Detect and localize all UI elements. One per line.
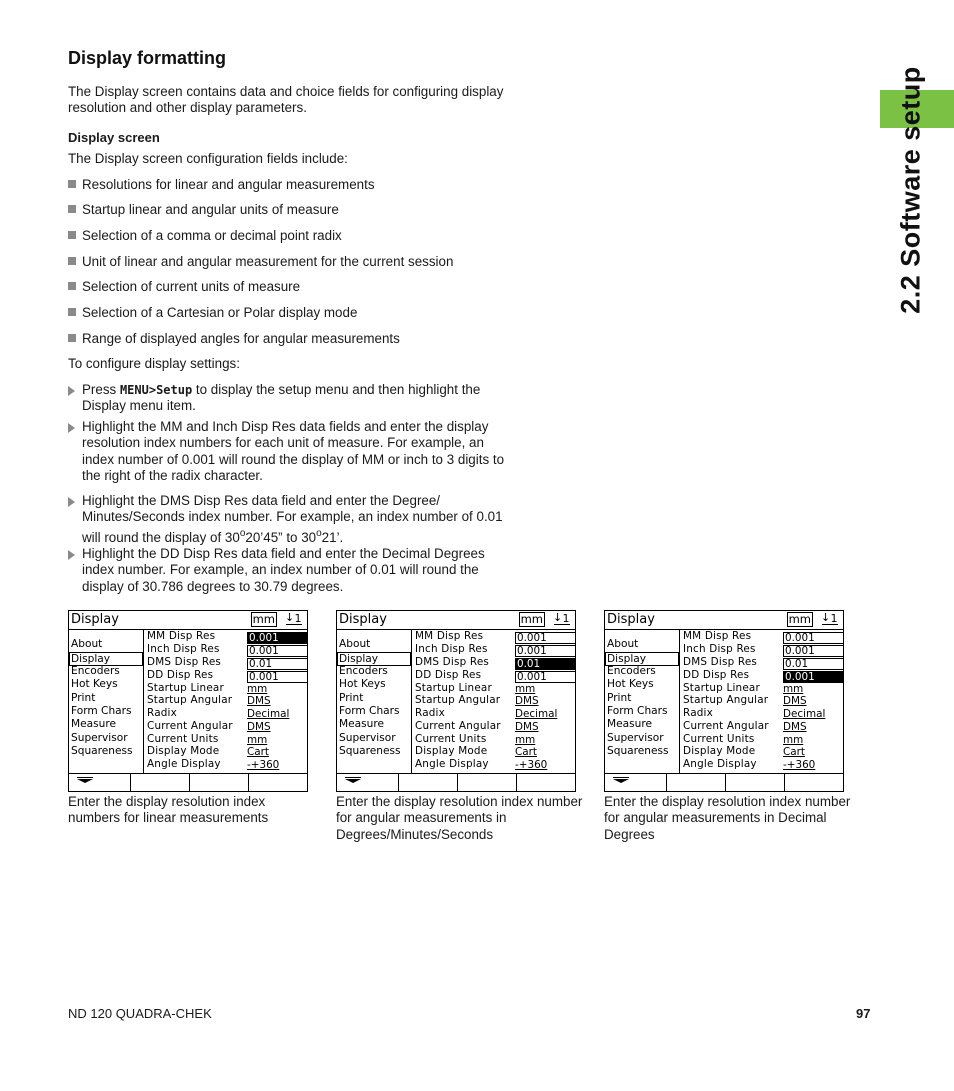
page-number: 97 — [856, 1006, 871, 1021]
menu-item[interactable]: Squareness — [71, 745, 133, 757]
field-label: Radix — [415, 707, 445, 719]
menu-list — [337, 629, 412, 773]
menu-item[interactable]: Squareness — [339, 745, 401, 757]
field-label: Current Units — [147, 733, 219, 745]
softkey[interactable] — [337, 774, 517, 791]
degree-symbol: o — [239, 527, 246, 539]
footer-product: ND 120 QUADRA-CHEK — [68, 1006, 212, 1021]
field-value[interactable]: 0.001 — [515, 645, 576, 657]
bullet-text: Range of displayed angles for angular measurements — [82, 331, 400, 346]
field-value[interactable]: 0.001 — [247, 632, 308, 644]
step-arrow-icon — [68, 423, 75, 433]
sort-number: 1 — [294, 612, 302, 625]
step-4: Highlight the DD Disp Res data field and enter the Decimal Degrees index number. For example, an index number of 0.01 will round the display of 30.786 degrees to 30.79 degrees. — [68, 546, 514, 595]
field-label: Startup Angular — [683, 694, 769, 706]
field-value[interactable]: 0.01 — [783, 658, 844, 670]
step-3: Highlight the DMS Disp Res data field and enter the Degree/ Minutes/Seconds index number. For example, an index number of 0.01 will round the display of 30$^o$20’45” to 30$^o$21’. — [68, 493, 514, 546]
intro-paragraph: The Display screen contains data and choice fields for configuring display resolution and other display parameters. — [68, 84, 504, 116]
underline-bar — [554, 624, 570, 625]
bullet-item — [68, 305, 357, 320]
field-label: Display Mode — [683, 745, 756, 757]
field-value[interactable]: Decimal — [515, 708, 558, 720]
menu-item[interactable]: Hot Keys — [339, 678, 386, 690]
field-value[interactable]: mm — [515, 734, 536, 746]
bullet-square-icon — [68, 308, 76, 316]
bullet-text: Unit of linear and angular measurement for the current session — [82, 254, 454, 269]
menu-item[interactable]: Print — [607, 692, 632, 704]
field-value[interactable]: 0.001 — [783, 632, 844, 644]
field-label: Inch Disp Res — [147, 643, 220, 655]
field-label: Current Units — [415, 733, 487, 745]
softkey[interactable] — [605, 774, 785, 791]
bullet-item — [68, 202, 339, 217]
field-label: Startup Angular — [147, 694, 233, 706]
bullet-text: Startup linear and angular units of measure — [82, 202, 339, 217]
field-label: DD Disp Res — [415, 669, 482, 681]
field-label: Current Angular — [683, 720, 769, 732]
menu-item[interactable]: Hot Keys — [71, 678, 118, 690]
bullet-square-icon — [68, 282, 76, 290]
arrow-down-icon: ↓ — [285, 611, 295, 624]
menu-item[interactable]: Supervisor — [71, 732, 128, 744]
field-value[interactable]: mm — [515, 683, 536, 695]
field-value[interactable]: mm — [247, 734, 268, 746]
sort-icon — [283, 612, 305, 626]
subheading: Display screen — [68, 130, 160, 145]
field-label: Angle Display — [415, 758, 489, 770]
softkey-bar — [69, 773, 307, 791]
softkey[interactable] — [69, 774, 249, 791]
field-label: Inch Disp Res — [683, 643, 756, 655]
sort-icon — [551, 612, 573, 626]
menu-list — [605, 629, 680, 773]
field-label: Startup Angular — [415, 694, 501, 706]
field-label: Display Mode — [415, 745, 488, 757]
field-value[interactable]: mm — [247, 683, 268, 695]
bullet-item — [68, 254, 453, 269]
screen-title: Display — [71, 612, 119, 627]
bullet-item — [68, 279, 300, 294]
menu-item[interactable]: Encoders — [607, 665, 656, 677]
field-value[interactable]: 0.001 — [515, 632, 576, 644]
screen-title-bar — [337, 611, 575, 630]
field-value[interactable]: Decimal — [247, 708, 290, 720]
field-value[interactable]: 0.01 — [247, 658, 308, 670]
key-sequence: MENU>Setup — [119, 383, 193, 397]
bullet-text: Selection of a Cartesian or Polar display mode — [82, 305, 358, 320]
arrow-down-icon: ↓ — [553, 611, 563, 624]
menu-item[interactable]: Supervisor — [339, 732, 396, 744]
menu-item[interactable]: Measure — [71, 718, 117, 730]
field-value[interactable]: Decimal — [783, 708, 826, 720]
screen-title: Display — [339, 612, 387, 627]
config-intro: To configure display settings: — [68, 356, 240, 371]
menu-item[interactable]: Form Chars — [339, 705, 400, 717]
bullet-item — [68, 331, 400, 346]
field-label: Inch Disp Res — [415, 643, 488, 655]
menu-list — [69, 629, 144, 773]
bullet-item — [68, 228, 342, 243]
bullet-text: Resolutions for linear and angular measurements — [82, 177, 375, 192]
field-value[interactable]: 0.01 — [515, 658, 576, 670]
sort-icon — [819, 612, 841, 626]
fields-intro: The Display screen configuration fields include: — [68, 151, 348, 166]
field-value[interactable]: Cart — [515, 746, 537, 758]
field-label: Startup Linear — [415, 682, 492, 694]
menu-item[interactable]: Measure — [607, 718, 653, 730]
bullet-square-icon — [68, 257, 76, 265]
step-arrow-icon — [68, 497, 75, 507]
field-label: Display Mode — [147, 745, 220, 757]
display-screen-dd — [604, 610, 844, 792]
menu-item[interactable]: Display — [69, 652, 143, 666]
field-label: Current Angular — [415, 720, 501, 732]
bullet-square-icon — [68, 180, 76, 188]
step-arrow-icon — [68, 550, 75, 560]
field-value[interactable]: -+360 — [515, 759, 548, 771]
underline-bar — [286, 624, 302, 625]
chapter-title-text: 2.2 Software setup — [895, 66, 926, 314]
bullet-square-icon — [68, 205, 76, 213]
field-label: DMS Disp Res — [147, 656, 222, 668]
field-label: Current Units — [683, 733, 755, 745]
step-arrow-icon — [68, 386, 75, 396]
menu-item[interactable]: Squareness — [607, 745, 669, 757]
field-value[interactable]: DMS — [247, 695, 271, 707]
caption-dms: Enter the display resolution index number for angular measurements in Degrees/Minutes/Seconds — [336, 794, 583, 842]
field-value[interactable]: 0.001 — [783, 671, 844, 683]
menu-item[interactable]: Display — [605, 652, 679, 666]
softkey-bar — [605, 773, 843, 791]
field-label: Radix — [147, 707, 177, 719]
degree-symbol: o — [316, 527, 322, 539]
sort-number: 1 — [562, 612, 570, 625]
field-value[interactable]: Cart — [783, 746, 805, 758]
field-label: MM Disp Res — [683, 630, 752, 642]
field-value[interactable]: -+360 — [247, 759, 280, 771]
field-value[interactable]: mm — [783, 734, 804, 746]
bullet-square-icon — [68, 334, 76, 342]
field-label: MM Disp Res — [415, 630, 484, 642]
field-label: DMS Disp Res — [683, 656, 758, 668]
screen-title: Display — [607, 612, 655, 627]
field-value[interactable]: DMS — [515, 721, 539, 733]
field-value[interactable]: mm — [783, 683, 804, 695]
unit-indicator: mm — [252, 612, 275, 626]
screen-title-bar — [605, 611, 843, 630]
field-label: Angle Display — [147, 758, 221, 770]
field-label: DD Disp Res — [147, 669, 214, 681]
menu-item[interactable]: Print — [339, 692, 364, 704]
arrow-down-icon: ↓ — [821, 611, 831, 624]
field-value[interactable]: 0.001 — [515, 671, 576, 683]
menu-item[interactable]: Form Chars — [607, 705, 668, 717]
menu-item[interactable]: About — [71, 638, 103, 650]
menu-item[interactable]: Measure — [339, 718, 385, 730]
menu-item[interactable]: Form Chars — [71, 705, 132, 717]
field-value[interactable]: -+360 — [783, 759, 816, 771]
field-value[interactable]: DMS — [515, 695, 539, 707]
menu-item[interactable]: About — [607, 638, 639, 650]
field-label: MM Disp Res — [147, 630, 216, 642]
field-value[interactable]: DMS — [783, 695, 807, 707]
field-label: Startup Linear — [147, 682, 224, 694]
unit-indicator: mm — [520, 612, 543, 626]
menu-item[interactable]: Display — [337, 652, 411, 666]
caption-linear: Enter the display resolution index numbers for linear measurements — [68, 794, 269, 826]
step-1: Press MENU>Setup to display the setup menu and then highlight the Display menu item. — [68, 382, 514, 415]
field-label: Startup Linear — [683, 682, 760, 694]
step-2: Highlight the MM and Inch Disp Res data fields and enter the display resolution index numbers for each unit of measure. For example, an index number of 0.001 will round the display of MM or inch to 3 digits to the right of the radix character. — [68, 419, 514, 484]
field-label: Radix — [683, 707, 713, 719]
menu-item[interactable]: Hot Keys — [607, 678, 654, 690]
display-screen-dms — [336, 610, 576, 792]
field-label: DD Disp Res — [683, 669, 750, 681]
menu-item[interactable]: Supervisor — [607, 732, 664, 744]
field-label: Angle Display — [683, 758, 757, 770]
field-value[interactable]: 0.001 — [247, 645, 308, 657]
bullet-item — [68, 177, 375, 192]
unit-indicator: mm — [788, 612, 811, 626]
field-value[interactable]: DMS — [783, 721, 807, 733]
display-screen-linear — [68, 610, 308, 792]
underline-bar — [822, 624, 838, 625]
bullet-square-icon — [68, 231, 76, 239]
field-label: DMS Disp Res — [415, 656, 490, 668]
menu-item[interactable]: Print — [71, 692, 96, 704]
section-heading: Display formatting — [68, 48, 227, 68]
menu-item[interactable]: Encoders — [339, 665, 388, 677]
caption-dd: Enter the display resolution index number for angular measurements in Decimal Degrees — [604, 794, 851, 842]
field-value[interactable]: Cart — [247, 746, 269, 758]
field-value[interactable]: DMS — [247, 721, 271, 733]
bullet-text: Selection of a comma or decimal point radix — [82, 228, 342, 243]
field-value[interactable]: 0.001 — [247, 671, 308, 683]
menu-item[interactable]: Encoders — [71, 665, 120, 677]
screen-title-bar — [69, 611, 307, 630]
menu-item[interactable]: About — [339, 638, 371, 650]
bullet-text: Selection of current units of measure — [82, 279, 301, 294]
softkey-bar — [337, 773, 575, 791]
field-value[interactable]: 0.001 — [783, 645, 844, 657]
chapter-side-title — [866, 40, 954, 340]
sort-number: 1 — [830, 612, 838, 625]
field-label: Current Angular — [147, 720, 233, 732]
